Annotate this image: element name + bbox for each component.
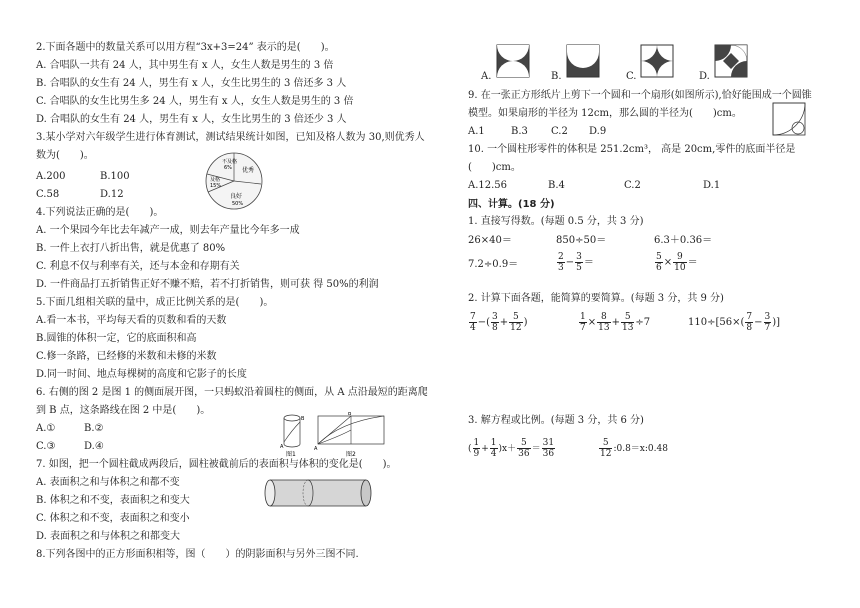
pie-value-s3: 15% xyxy=(210,183,222,189)
fig1-caption: 图1 xyxy=(286,451,296,458)
q6-option-c: C.③ xyxy=(36,441,56,452)
calc1-expr1: 26×40＝ xyxy=(468,235,512,246)
q10-option-c: C.2 xyxy=(624,180,641,191)
calc1-expr4: 7.2÷0.9＝ xyxy=(468,259,519,270)
q9-square-figure xyxy=(772,102,806,136)
calc3-equation: ( $\frac{1}{9}$ + $\frac{1}{4}$ )x＋ $\frac{5}{36}$ ＝ $\frac{31}{36}$ xyxy=(468,438,555,459)
q9-option-d: D.9 xyxy=(589,126,607,137)
q8-stem: 8.下列各图中的正方形面积相等，图（ ）的阴影面积与另外三图不同. xyxy=(36,549,359,560)
q4-option-b: B. 一件上衣打八折出售，就是优惠了 80% xyxy=(36,243,226,254)
q2-stem: 2.下面各题中的数量关系可以用方程“3x+3=24” 表示的是( )。 xyxy=(36,42,335,53)
pie-label-s2: 优秀 xyxy=(242,167,255,174)
section-4-header: 四、计算。(18 分) xyxy=(468,199,555,210)
q3-stem-line2: 数为( )。 xyxy=(36,150,94,161)
q10-stem-line2: ( )cm。 xyxy=(468,162,521,173)
q4-option-d: D. 一件商品打五折销售正好不赚不赔，若不打折销售，则可获 得 50%的利润 xyxy=(36,279,379,290)
q8-option-c: C. xyxy=(626,71,637,82)
calc1-title: 1. 直接写得数。(每题 0.5 分，共 3 分) xyxy=(468,216,644,227)
q5-option-a: A.看一本书，平均每天看的页数和看的天数 xyxy=(36,315,227,326)
fig2-point-b: B xyxy=(348,412,352,417)
calc1-expr2: 850÷50＝ xyxy=(556,235,607,246)
calc3-title: 3. 解方程或比例。(每题 3 分，共 6 分) xyxy=(468,415,644,426)
q7-option-c: C. 体积之和不变，表面积之和变小 xyxy=(36,513,190,524)
q5-option-b: B.圆锥的体积一定，它的底面积和高 xyxy=(36,333,197,344)
q10-option-b: B.4 xyxy=(548,180,565,191)
pie-value-s4: 50% xyxy=(232,201,244,207)
q8-option-a: A. xyxy=(481,71,492,82)
fig2-point-a: A xyxy=(314,446,318,452)
q6-figures xyxy=(270,412,390,458)
q5-option-c: C.修一条路，已经修的米数和未修的米数 xyxy=(36,351,217,362)
q7-cylinder-figure xyxy=(262,475,374,511)
q8-option-d: D. xyxy=(699,71,710,82)
pie-label-s3: 及格 xyxy=(210,177,221,183)
calc2-expr2: $\frac{1}{7}$ × $\frac{8}{13}$ + $\frac{5}{13}$ ÷7 xyxy=(580,312,651,333)
q2-option-b: B. 合唱队的女生有 24 人，男生有 x 人，女生比男生的 3 倍还多 3 人 xyxy=(36,78,347,89)
fig1-point-b: B xyxy=(301,416,305,422)
q7-option-a: A. 表面积之和与体积之和都不变 xyxy=(36,477,180,488)
q9-option-a: A.1 xyxy=(468,126,485,137)
q8-figure-d xyxy=(714,44,748,78)
q10-option-a: A.12.56 xyxy=(468,180,508,191)
q3-option-b: B.100 xyxy=(100,171,130,182)
q9-stem-line2: 模型。如果扇形的半径为 12cm，那么圆的半径为( )cm。 xyxy=(468,108,742,119)
q8-figure-a xyxy=(496,44,530,78)
q8-figure-b xyxy=(566,44,600,78)
q2-option-a: A. 合唱队一共有 24 人，其中男生有 x 人，女生人数是男生的 3 倍 xyxy=(36,60,334,71)
q6-stem-line2: 到 B 点，这条路线在图 2 中是( )。 xyxy=(36,405,211,416)
q9-option-c: C.2 xyxy=(551,126,568,137)
q2-option-d: D. 合唱队的女生有 24 人，男生有 x 人，女生比男生的 3 倍还少 3 人 xyxy=(36,114,347,125)
q5-option-d: D.同一时间、地点每棵树的高度和它影子的长度 xyxy=(36,369,247,380)
q6-option-a: A.① xyxy=(36,423,56,434)
q3-option-d: D.12 xyxy=(100,189,124,200)
fig2-caption: 图2 xyxy=(346,451,356,458)
q3-pie-chart xyxy=(200,150,268,212)
calc2-title: 2. 计算下面各题，能简算的要简算。(每题 3 分，共 9 分) xyxy=(468,293,724,304)
pie-label-s1: 不及格 xyxy=(222,159,238,165)
q4-stem: 4.下列说法正确的是( )。 xyxy=(36,207,164,218)
calc1-expr3: 6.3＋0.36＝ xyxy=(654,235,713,246)
calc2-expr3: 110÷[56×( $\frac{7}{8}$ − $\frac{3}{7}$ )] xyxy=(688,312,781,333)
q10-stem-line1: 10. 一个圆柱形零件的体积是 251.2cm³， 高是 20cm,零件的底面半径是 xyxy=(468,144,796,155)
q3-option-c: C.58 xyxy=(36,189,60,200)
q7-option-d: D. 表面积之和与体积之和都变大 xyxy=(36,531,181,542)
calc2-expr1: $\frac{7}{4}$ −( $\frac{3}{8}$ + $\frac{5}{12}$ ) xyxy=(470,312,528,333)
q6-stem-line1: 6. 右侧的图 2 是图 1 的侧面展开图，一只蚂蚁沿着圆柱的侧面，从 A 点沿最短的距离爬 xyxy=(36,387,428,398)
q3-stem-line1: 3.某小学对六年级学生进行体育测试，测试结果统计如图，已知及格人数为 30,则优秀人 xyxy=(36,132,425,143)
pie-value-s1: 6% xyxy=(224,165,232,171)
calc1-expr5: $\frac{2}{3}$ − $\frac{3}{5}$ ＝ xyxy=(558,252,594,273)
q5-stem: 5.下面几组相关联的量中，成正比例关系的是( )。 xyxy=(36,297,274,308)
calc3-proportion: $\frac{5}{12}$ :0.8＝x:0.48 xyxy=(600,438,668,459)
q3-option-a: A.200 xyxy=(36,171,66,182)
q9-stem-line1: 9. 在一张正方形纸片上剪下一个圆和一个扇形(如图所示),恰好能围成一个圆锥 xyxy=(468,90,812,101)
calc1-expr6: $\frac{5}{6}$ × $\frac{9}{10}$ ＝ xyxy=(656,252,698,273)
q4-option-a: A. 一个果园今年比去年减产一成，则去年产量比今年多一成 xyxy=(36,225,300,236)
q7-stem: 7. 如图，把一个圆柱截成两段后，圆柱被截前后的表面积与体积的变化是( )。 xyxy=(36,459,397,470)
q4-option-c: C. 利息不仅与利率有关，还与本金和存期有关 xyxy=(36,261,240,272)
q2-option-c: C. 合唱队的女生比男生多 24 人，男生有 x 人，女生人数是男生的 3 倍 xyxy=(36,96,354,107)
q8-figure-c xyxy=(640,44,674,78)
q8-option-b: B. xyxy=(551,71,562,82)
q6-option-b: B.② xyxy=(84,423,104,434)
q9-option-b: B.3 xyxy=(511,126,528,137)
fig1-point-a: A xyxy=(280,444,284,450)
pie-label-s4: 良好 xyxy=(230,193,243,200)
q6-option-d: D.④ xyxy=(84,441,104,452)
q10-option-d: D.1 xyxy=(703,180,721,191)
q7-option-b: B. 体积之和不变，表面积之和变大 xyxy=(36,495,190,506)
